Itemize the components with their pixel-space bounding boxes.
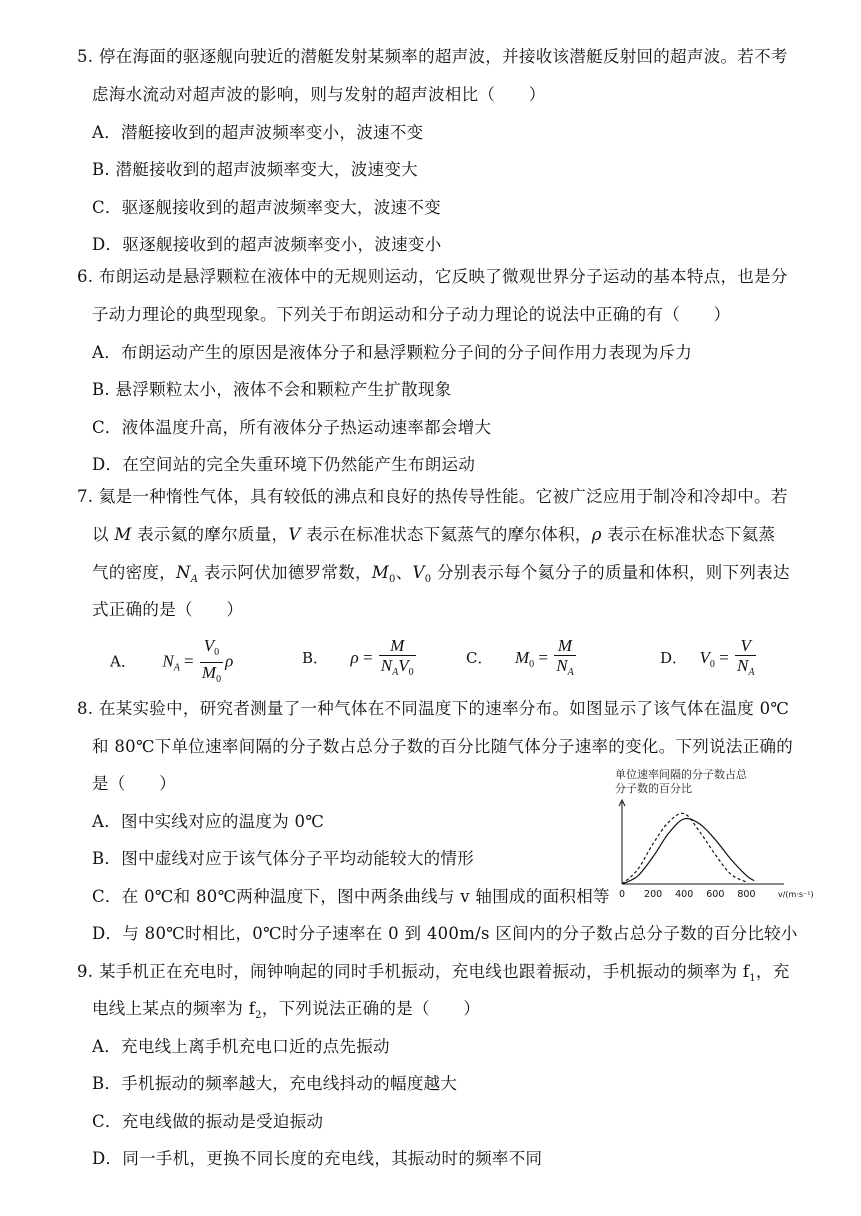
formula-equals: = [362,647,373,667]
q7-option-c[interactable] [466,636,578,682]
q7-option-d[interactable] [660,636,758,682]
q6-stem-line2: 子动力理论的典型现象。下列关于布朗运动和分子动力理论的说法中正确的有（ ） [92,305,731,324]
q7-subscript: A [190,574,199,585]
q9-stem-text2: 电线上某点的频率为 f [92,999,256,1018]
q5-stem-line2: 虑海水流动对超声波的影响，则与发射的超声波相比（ ） [92,85,546,104]
formula-equals: = [538,647,548,667]
q7-text: 分别表示每个氦分子的质量和体积，则下列表达 [431,563,790,582]
option-label: B． [302,648,329,667]
formula-lhs: M [514,647,530,667]
q7-symbol-M0: M [371,563,390,582]
fraction-numerator: M [557,636,573,655]
x-tick-label: 800 [737,889,756,900]
formula-fraction [379,636,416,682]
q8-stem-line2: 和 80℃下单位速率间隔的分子数占总分子数的百分比随气体分子速率的变化。下列说法正确的 [92,737,794,756]
q7-text: 表示阿伏加德罗常数， [198,563,372,582]
q8-option-d[interactable]: D．与 80℃时相比，0℃时分子速率在 0 到 400m/s 区间内的分子数占总分子数的百分比较小 [92,924,798,943]
formula-lhs: ρ [350,647,359,667]
q7-symbol-V0: V [412,563,425,582]
q7-symbol-V: V [288,525,301,544]
q5-option-a[interactable]: A．潜艇接收到的超声波频率变小，波速不变 [92,123,424,142]
q8-option-b[interactable]: B．图中虚线对应于该气体分子平均动能较大的情形 [92,849,475,868]
formula-lhs: N [162,651,174,671]
q7-symbol-rho: ρ [591,525,602,544]
x-axis-label: v/(m·s⁻¹) [778,890,814,899]
q5-stem-line1 [77,46,788,68]
q5-option-b[interactable]: B. 潜艇接收到的超声波频率变大，波速变大 [92,160,418,179]
q5-option-d[interactable]: D．驱逐舰接收到的超声波频率变小，波速变小 [92,235,442,254]
q9-subscript: 2 [255,1010,262,1021]
formula-fraction [200,636,223,689]
q9-option-a[interactable]: A．充电线上离手机充电口近的点先振动 [92,1037,390,1056]
q8-option-a[interactable]: A．图中实线对应的温度为 0℃ [92,812,325,831]
q7-text: 以 [92,525,115,544]
q5-option-c[interactable]: C．驱逐舰接收到的超声波频率变大，波速不变 [92,198,441,217]
q7-text: 表示在标准状态下氦蒸气的摩尔体积， [300,525,592,544]
q7-option-b[interactable] [302,636,418,682]
q9-stem-text1: 某手机正在充电时，闹钟响起的同时手机振动，充电线也跟着振动，手机振动的频率为 f [98,962,750,981]
option-label: C． [466,648,493,667]
q6-option-d[interactable]: D．在空间站的完全失重环境下仍然能产生布朗运动 [92,455,476,474]
formula-subscript: 0 [709,658,715,670]
fraction-denominator: N [380,656,393,675]
q7-text: 表示在标准状态下氦蒸 [601,525,776,544]
q5-stem-text1: 停在海面的驱逐舰向驶近的潜艇发射某频率的超声波，并接收该潜艇反射回的超声波。若不考 [98,47,788,66]
fraction-subscript: A [748,667,755,678]
formula-equals: = [719,647,729,667]
chart-title-line2: 分子数的百分比 [615,782,692,795]
q8-option-c[interactable]: C．在 0℃和 80℃两种温度下，图中两条曲线与 v 轴围成的面积相等 [92,887,610,906]
fraction-denominator: V [398,656,409,675]
q9-stem-text2b: ，下列说法正确的是（ ） [261,999,481,1018]
fraction-denominator: N [737,656,749,675]
q9-option-c[interactable]: C．充电线做的振动是受迫振动 [92,1112,324,1131]
x-tick-label: 0 [618,889,626,900]
chart-title-line1: 单位速率间隔的分子数占总 [615,768,747,781]
fraction-subscript: 0 [214,647,220,658]
q7-stem-line1 [77,486,788,508]
q8-stem-text1: 在某实验中，研究者测量了一种气体在不同温度下的速率分布。如图显示了该气体在温度 0℃ [98,699,790,718]
fraction-numerator: M [390,636,405,655]
fraction-subscript: A [567,667,574,678]
q9-option-b[interactable]: B．手机振动的频率越大，充电线抖动的幅度越大 [92,1074,458,1093]
fraction-numerator: V [203,636,215,655]
fraction-denominator: M [201,663,217,682]
q6-stem-line1 [77,266,788,288]
q7-subscript: 0 [389,574,396,585]
q8-stem-line1 [77,698,789,720]
fraction-numerator: V [740,636,751,655]
x-tick-label: 400 [675,889,694,900]
q7-stem-text1: 氦是一种惰性气体，具有较低的沸点和良好的热传导性能。它被广泛应用于制冷和冷却中。若 [98,487,788,506]
option-label: A． [110,652,136,671]
q6-number: 6. [77,267,94,286]
chart-plot-area [619,800,814,900]
q9-stem-text1b: ，充 [755,962,790,981]
q8-number: 8. [77,699,94,718]
q7-text: 气的密度， [92,563,176,582]
formula-rho: ρ [225,651,234,671]
q6-option-a[interactable]: A．布朗运动产生的原因是液体分子和悬浮颗粒分子间的分子间作用力表现为斥力 [92,343,693,362]
fraction-denominator: N [556,656,568,675]
q7-stem-line4: 式正确的是（ ） [92,600,244,619]
q6-stem-text1: 布朗运动是悬浮颗粒在液体中的无规则运动，它反映了微观世界分子运动的基本特点，也是分 [98,267,788,286]
fraction-subscript: A [392,667,399,678]
q5-number: 5. [77,47,94,66]
q9-stem-line2 [92,998,480,1027]
q8-stem-line3: 是（ ） [92,774,176,793]
x-tick-label: 200 [644,889,663,900]
q7-symbol-M: M [114,525,132,544]
formula-equals: = [184,651,194,671]
q9-subscript: 1 [749,973,756,984]
formula-fraction [554,636,575,682]
fraction-subscript: 0 [408,667,414,678]
q7-text: 表示氦的摩尔质量， [131,525,289,544]
formula-lhs: V [699,647,710,667]
fraction-subscript: 0 [216,674,222,685]
formula-subscript: 0 [529,658,535,670]
q6-option-c[interactable]: C．液体温度升高，所有液体分子热运动速率都会增大 [92,418,492,437]
option-label: D． [660,648,688,667]
q7-stem-line3 [92,562,790,591]
q9-stem-line1 [77,961,790,990]
q7-option-a[interactable] [110,636,233,689]
q6-option-b[interactable]: B. 悬浮颗粒太小，液体不会和颗粒产生扩散现象 [92,380,452,399]
formula-fraction [735,636,756,682]
x-tick-label: 600 [706,889,725,900]
q7-subscript: 0 [424,574,432,585]
solid-curve [622,818,754,884]
q9-option-d[interactable]: D．同一手机，更换不同长度的充电线，其振动时的频率不同 [92,1149,543,1168]
q7-stem-line2 [92,524,775,546]
q7-number: 7. [77,487,94,506]
q7-symbol-N: N [176,563,191,582]
speed-distribution-chart [608,796,814,906]
q7-separator: 、 [395,563,413,582]
q9-number: 9. [77,962,94,981]
formula-subscript: A [173,662,180,674]
